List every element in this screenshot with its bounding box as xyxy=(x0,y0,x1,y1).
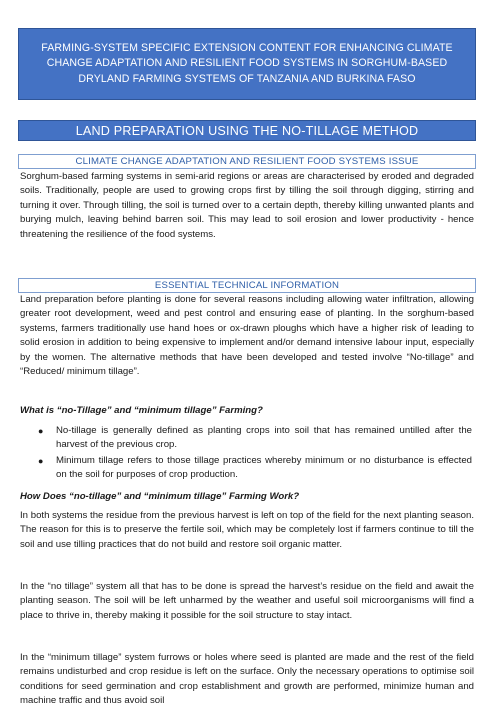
bullet-dot-icon: ● xyxy=(38,455,44,466)
section-title-bar: LAND PREPARATION USING THE NO-TILLAGE METHOD xyxy=(18,120,476,141)
title-line-1: FARMING-SYSTEM SPECIFIC EXTENSION CONTENT FOR ENHANCING CLIMATE xyxy=(41,41,453,54)
question-what-is-no-tillage: What is “no-Tillage” and “minimum tillage” Farming? xyxy=(20,405,263,416)
document-title-banner xyxy=(18,28,476,100)
how-it-works-paragraph-3: In the “minimum tillage” system furrows or holes where seed is planted are made and the rest of the field remains undisturbed and crop residue is left on the surface. Only the necessary operations to optimise soil conditions for seed germination and crop establishment and growth are performed, minimize human and machine traffic and thus avoid soil xyxy=(20,652,474,707)
title-line-3: DRYLAND FARMING SYSTEMS OF TANZANIA AND BURKINA FASO xyxy=(78,72,416,85)
question-how-does-it-work: How Does “no-tillage” and “minimum tillage” Farming Work? xyxy=(20,491,300,502)
bullet-item xyxy=(36,424,472,453)
bullet-dot-icon: ● xyxy=(38,426,44,436)
title-line-2: CHANGE ADAPTATION AND RESILIENT FOOD SYSTEMS IN SORGHUM-BASED xyxy=(46,57,448,70)
bullet-item xyxy=(36,454,472,483)
how-it-works-paragraph-2: In the “no tillage” system all that has to be done is spread the harvest’s residue on the field and await the planting season. The soil will be left unharmed by the weather and useful soil microorganisms will find a place to thrive in, thereby making it possible for the soil structure to stay intact. xyxy=(20,581,474,621)
definition-bullet-list xyxy=(36,424,472,484)
technical-intro-paragraph: Land preparation before planting is done for several reasons including allowing water infiltration, allowing greater root development, weed and pest control and ensuring ease of planting. In the sorghum-based systems, farmers traditionally use hand hoes or ox-drawn ploughs which have a higher risk of leading to solid erosion in addition to being expensive to implement and/or demand intensive labour input, especially by the women. The alternative methods that have been developed and tested involve “No-tillage” and “Reduced/ minimum tillage”. xyxy=(20,294,474,378)
how-it-works-paragraph-1: In both systems the residue from the previous harvest is left on top of the field for the next planting season. The reason for this is to preserve the fertile soil, which may be completely lost if farmers continue to till the soil and use tilling practices that do not build and restore soil organic matter. xyxy=(20,510,474,550)
bullet-text: No-tillage is generally defined as planting crops into soil that has remained untilled after the harvest of the previous crop. xyxy=(56,425,472,451)
technical-info-heading: ESSENTIAL TECHNICAL INFORMATION xyxy=(18,278,476,293)
issue-heading: CLIMATE CHANGE ADAPTATION AND RESILIENT FOOD SYSTEMS ISSUE xyxy=(18,154,476,169)
bullet-text: Minimum tillage refers to those tillage practices whereby minimum or no disturbance is effected on the soil for purposes of crop production. xyxy=(56,454,472,481)
issue-paragraph: Sorghum-based farming systems in semi-arid regions or areas are characterised by eroded and degraded soils. Traditionally, people are used to growing crops first by tilling the soil through digging, stirring and turning it over. Through tilling, the soil is turned over to a certain depth, thereby killing unwanted plants and burying mulch, leaving behind barren soil. This may lead to soil erosion and lower productivity - hence threatening the resilience of the food systems. xyxy=(20,171,474,240)
